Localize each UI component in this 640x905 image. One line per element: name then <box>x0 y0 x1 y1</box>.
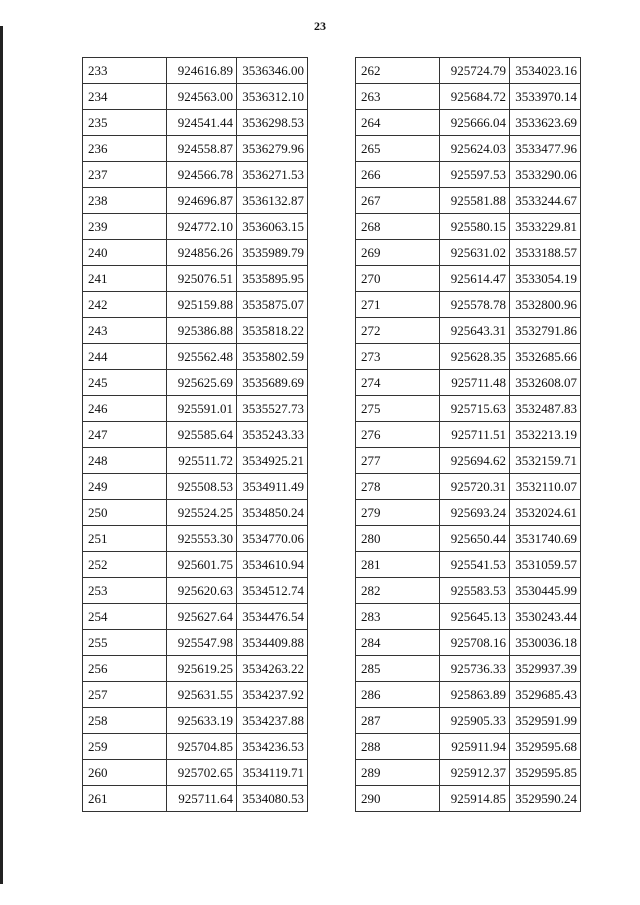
x-coordinate-cell: 925625.69 <box>167 370 237 396</box>
y-coordinate-cell: 3534850.24 <box>237 500 308 526</box>
y-coordinate-cell: 3534409.88 <box>237 630 308 656</box>
point-number-cell: 248 <box>83 448 167 474</box>
table-row <box>356 84 581 110</box>
x-coordinate-cell: 925597.53 <box>440 162 510 188</box>
x-coordinate-cell: 925708.16 <box>440 630 510 656</box>
y-coordinate-cell: 3536298.53 <box>237 110 308 136</box>
point-number-cell: 235 <box>83 110 167 136</box>
x-coordinate-cell: 925912.37 <box>440 760 510 786</box>
y-coordinate-cell: 3529937.39 <box>510 656 581 682</box>
table-row <box>356 578 581 604</box>
point-number-cell: 272 <box>356 318 440 344</box>
x-coordinate-cell: 925076.51 <box>167 266 237 292</box>
table-row <box>83 162 308 188</box>
table-row <box>356 656 581 682</box>
y-coordinate-cell: 3536132.87 <box>237 188 308 214</box>
table-row <box>83 448 308 474</box>
point-number-cell: 281 <box>356 552 440 578</box>
table-row <box>356 526 581 552</box>
table-row <box>356 734 581 760</box>
point-number-cell: 256 <box>83 656 167 682</box>
x-coordinate-cell: 925643.31 <box>440 318 510 344</box>
point-number-cell: 244 <box>83 344 167 370</box>
y-coordinate-cell: 3532608.07 <box>510 370 581 396</box>
x-coordinate-cell: 924563.00 <box>167 84 237 110</box>
y-coordinate-cell: 3533970.14 <box>510 84 581 110</box>
x-coordinate-cell: 925711.64 <box>167 786 237 812</box>
x-coordinate-cell: 924772.10 <box>167 214 237 240</box>
y-coordinate-cell: 3535875.07 <box>237 292 308 318</box>
table-row <box>83 422 308 448</box>
y-coordinate-cell: 3532213.19 <box>510 422 581 448</box>
table-row <box>83 84 308 110</box>
point-number-cell: 258 <box>83 708 167 734</box>
y-coordinate-cell: 3529591.99 <box>510 708 581 734</box>
table-row <box>83 604 308 630</box>
point-number-cell: 263 <box>356 84 440 110</box>
table-row <box>83 526 308 552</box>
y-coordinate-cell: 3532487.83 <box>510 396 581 422</box>
point-number-cell: 273 <box>356 344 440 370</box>
y-coordinate-cell: 3532110.07 <box>510 474 581 500</box>
y-coordinate-cell: 3533054.19 <box>510 266 581 292</box>
y-coordinate-cell: 3534263.22 <box>237 656 308 682</box>
coordinates-table-right <box>355 57 581 812</box>
point-number-cell: 287 <box>356 708 440 734</box>
table-row <box>356 630 581 656</box>
x-coordinate-cell: 925547.98 <box>167 630 237 656</box>
point-number-cell: 285 <box>356 656 440 682</box>
point-number-cell: 278 <box>356 474 440 500</box>
x-coordinate-cell: 925620.63 <box>167 578 237 604</box>
x-coordinate-cell: 925591.01 <box>167 396 237 422</box>
x-coordinate-cell: 925553.30 <box>167 526 237 552</box>
y-coordinate-cell: 3533188.57 <box>510 240 581 266</box>
point-number-cell: 271 <box>356 292 440 318</box>
table-row <box>356 474 581 500</box>
point-number-cell: 240 <box>83 240 167 266</box>
point-number-cell: 267 <box>356 188 440 214</box>
point-number-cell: 264 <box>356 110 440 136</box>
point-number-cell: 276 <box>356 422 440 448</box>
x-coordinate-cell: 925650.44 <box>440 526 510 552</box>
point-number-cell: 282 <box>356 578 440 604</box>
y-coordinate-cell: 3535989.79 <box>237 240 308 266</box>
table-row <box>356 240 581 266</box>
y-coordinate-cell: 3534770.06 <box>237 526 308 552</box>
x-coordinate-cell: 925715.63 <box>440 396 510 422</box>
table-row <box>83 240 308 266</box>
point-number-cell: 252 <box>83 552 167 578</box>
point-number-cell: 251 <box>83 526 167 552</box>
point-number-cell: 269 <box>356 240 440 266</box>
y-coordinate-cell: 3533290.06 <box>510 162 581 188</box>
y-coordinate-cell: 3530445.99 <box>510 578 581 604</box>
table-row <box>356 58 581 84</box>
point-number-cell: 288 <box>356 734 440 760</box>
point-number-cell: 279 <box>356 500 440 526</box>
x-coordinate-cell: 924856.26 <box>167 240 237 266</box>
table-row <box>83 760 308 786</box>
point-number-cell: 236 <box>83 136 167 162</box>
x-coordinate-cell: 924696.87 <box>167 188 237 214</box>
x-coordinate-cell: 925911.94 <box>440 734 510 760</box>
y-coordinate-cell: 3534023.16 <box>510 58 581 84</box>
x-coordinate-cell: 925711.48 <box>440 370 510 396</box>
x-coordinate-cell: 925666.04 <box>440 110 510 136</box>
point-number-cell: 275 <box>356 396 440 422</box>
point-number-cell: 261 <box>83 786 167 812</box>
y-coordinate-cell: 3534512.74 <box>237 578 308 604</box>
point-number-cell: 289 <box>356 760 440 786</box>
table-row <box>83 474 308 500</box>
table-row <box>83 396 308 422</box>
y-coordinate-cell: 3532800.96 <box>510 292 581 318</box>
point-number-cell: 262 <box>356 58 440 84</box>
x-coordinate-cell: 925627.64 <box>167 604 237 630</box>
table-row <box>356 552 581 578</box>
y-coordinate-cell: 3535243.33 <box>237 422 308 448</box>
point-number-cell: 270 <box>356 266 440 292</box>
table-row <box>356 188 581 214</box>
y-coordinate-cell: 3529595.85 <box>510 760 581 786</box>
y-coordinate-cell: 3532024.61 <box>510 500 581 526</box>
table-row <box>83 344 308 370</box>
y-coordinate-cell: 3530243.44 <box>510 604 581 630</box>
x-coordinate-cell: 924558.87 <box>167 136 237 162</box>
point-number-cell: 253 <box>83 578 167 604</box>
point-number-cell: 266 <box>356 162 440 188</box>
x-coordinate-cell: 925645.13 <box>440 604 510 630</box>
y-coordinate-cell: 3534925.21 <box>237 448 308 474</box>
table-row <box>356 500 581 526</box>
table-row <box>83 578 308 604</box>
y-coordinate-cell: 3534911.49 <box>237 474 308 500</box>
x-coordinate-cell: 925562.48 <box>167 344 237 370</box>
y-coordinate-cell: 3531059.57 <box>510 552 581 578</box>
x-coordinate-cell: 925614.47 <box>440 266 510 292</box>
y-coordinate-cell: 3534119.71 <box>237 760 308 786</box>
point-number-cell: 246 <box>83 396 167 422</box>
y-coordinate-cell: 3536279.96 <box>237 136 308 162</box>
table-body <box>356 58 581 812</box>
x-coordinate-cell: 925905.33 <box>440 708 510 734</box>
y-coordinate-cell: 3536063.15 <box>237 214 308 240</box>
table-row <box>356 786 581 812</box>
x-coordinate-cell: 925524.25 <box>167 500 237 526</box>
table-row <box>356 292 581 318</box>
x-coordinate-cell: 925711.51 <box>440 422 510 448</box>
x-coordinate-cell: 925704.85 <box>167 734 237 760</box>
table-row <box>83 110 308 136</box>
point-number-cell: 250 <box>83 500 167 526</box>
point-number-cell: 242 <box>83 292 167 318</box>
table-row <box>83 188 308 214</box>
y-coordinate-cell: 3534237.92 <box>237 682 308 708</box>
point-number-cell: 274 <box>356 370 440 396</box>
y-coordinate-cell: 3535818.22 <box>237 318 308 344</box>
y-coordinate-cell: 3534080.53 <box>237 786 308 812</box>
table-row <box>356 448 581 474</box>
y-coordinate-cell: 3534610.94 <box>237 552 308 578</box>
x-coordinate-cell: 925619.25 <box>167 656 237 682</box>
table-row <box>83 734 308 760</box>
y-coordinate-cell: 3535895.95 <box>237 266 308 292</box>
point-number-cell: 237 <box>83 162 167 188</box>
table-row <box>83 318 308 344</box>
point-number-cell: 245 <box>83 370 167 396</box>
table-row <box>356 136 581 162</box>
y-coordinate-cell: 3533477.96 <box>510 136 581 162</box>
coordinates-table-left <box>82 57 308 812</box>
table-row <box>356 318 581 344</box>
x-coordinate-cell: 925702.65 <box>167 760 237 786</box>
table-row <box>83 656 308 682</box>
y-coordinate-cell: 3533244.67 <box>510 188 581 214</box>
y-coordinate-cell: 3536271.53 <box>237 162 308 188</box>
y-coordinate-cell: 3531740.69 <box>510 526 581 552</box>
x-coordinate-cell: 925631.02 <box>440 240 510 266</box>
table-row <box>83 500 308 526</box>
x-coordinate-cell: 925633.19 <box>167 708 237 734</box>
point-number-cell: 239 <box>83 214 167 240</box>
x-coordinate-cell: 924616.89 <box>167 58 237 84</box>
point-number-cell: 283 <box>356 604 440 630</box>
x-coordinate-cell: 925508.53 <box>167 474 237 500</box>
point-number-cell: 260 <box>83 760 167 786</box>
x-coordinate-cell: 925914.85 <box>440 786 510 812</box>
x-coordinate-cell: 925624.03 <box>440 136 510 162</box>
point-number-cell: 243 <box>83 318 167 344</box>
y-coordinate-cell: 3529685.43 <box>510 682 581 708</box>
table-row <box>83 786 308 812</box>
x-coordinate-cell: 925736.33 <box>440 656 510 682</box>
y-coordinate-cell: 3536346.00 <box>237 58 308 84</box>
table-row <box>83 58 308 84</box>
page-number: 23 <box>314 19 326 33</box>
table-row <box>83 292 308 318</box>
table-row <box>356 214 581 240</box>
table-row <box>356 708 581 734</box>
table-row <box>83 630 308 656</box>
y-coordinate-cell: 3532791.86 <box>510 318 581 344</box>
table-row <box>83 266 308 292</box>
y-coordinate-cell: 3533229.81 <box>510 214 581 240</box>
point-number-cell: 268 <box>356 214 440 240</box>
point-number-cell: 249 <box>83 474 167 500</box>
x-coordinate-cell: 925863.89 <box>440 682 510 708</box>
x-coordinate-cell: 924541.44 <box>167 110 237 136</box>
x-coordinate-cell: 925631.55 <box>167 682 237 708</box>
table-row <box>356 604 581 630</box>
point-number-cell: 234 <box>83 84 167 110</box>
point-number-cell: 286 <box>356 682 440 708</box>
left-margin-rule <box>0 26 3 884</box>
point-number-cell: 259 <box>83 734 167 760</box>
x-coordinate-cell: 925511.72 <box>167 448 237 474</box>
x-coordinate-cell: 925581.88 <box>440 188 510 214</box>
table-row <box>83 370 308 396</box>
x-coordinate-cell: 925159.88 <box>167 292 237 318</box>
table-row <box>356 266 581 292</box>
table-row <box>83 214 308 240</box>
y-coordinate-cell: 3529590.24 <box>510 786 581 812</box>
table-row <box>356 344 581 370</box>
point-number-cell: 254 <box>83 604 167 630</box>
table-row <box>356 682 581 708</box>
x-coordinate-cell: 925541.53 <box>440 552 510 578</box>
table-row <box>356 110 581 136</box>
point-number-cell: 280 <box>356 526 440 552</box>
y-coordinate-cell: 3532685.66 <box>510 344 581 370</box>
point-number-cell: 284 <box>356 630 440 656</box>
table-row <box>83 708 308 734</box>
x-coordinate-cell: 925583.53 <box>440 578 510 604</box>
y-coordinate-cell: 3530036.18 <box>510 630 581 656</box>
y-coordinate-cell: 3532159.71 <box>510 448 581 474</box>
y-coordinate-cell: 3529595.68 <box>510 734 581 760</box>
point-number-cell: 290 <box>356 786 440 812</box>
table-row <box>356 162 581 188</box>
x-coordinate-cell: 925601.75 <box>167 552 237 578</box>
table-row <box>83 552 308 578</box>
x-coordinate-cell: 925386.88 <box>167 318 237 344</box>
y-coordinate-cell: 3534476.54 <box>237 604 308 630</box>
x-coordinate-cell: 924566.78 <box>167 162 237 188</box>
point-number-cell: 247 <box>83 422 167 448</box>
point-number-cell: 238 <box>83 188 167 214</box>
point-number-cell: 257 <box>83 682 167 708</box>
point-number-cell: 255 <box>83 630 167 656</box>
table-row <box>356 396 581 422</box>
table-body <box>83 58 308 812</box>
x-coordinate-cell: 925580.15 <box>440 214 510 240</box>
y-coordinate-cell: 3535689.69 <box>237 370 308 396</box>
y-coordinate-cell: 3534237.88 <box>237 708 308 734</box>
x-coordinate-cell: 925694.62 <box>440 448 510 474</box>
y-coordinate-cell: 3533623.69 <box>510 110 581 136</box>
y-coordinate-cell: 3534236.53 <box>237 734 308 760</box>
table-row <box>356 370 581 396</box>
x-coordinate-cell: 925693.24 <box>440 500 510 526</box>
x-coordinate-cell: 925720.31 <box>440 474 510 500</box>
y-coordinate-cell: 3535802.59 <box>237 344 308 370</box>
point-number-cell: 277 <box>356 448 440 474</box>
table-row <box>356 760 581 786</box>
point-number-cell: 265 <box>356 136 440 162</box>
table-row <box>83 682 308 708</box>
point-number-cell: 233 <box>83 58 167 84</box>
x-coordinate-cell: 925724.79 <box>440 58 510 84</box>
y-coordinate-cell: 3535527.73 <box>237 396 308 422</box>
table-row <box>83 136 308 162</box>
x-coordinate-cell: 925628.35 <box>440 344 510 370</box>
point-number-cell: 241 <box>83 266 167 292</box>
x-coordinate-cell: 925585.64 <box>167 422 237 448</box>
x-coordinate-cell: 925684.72 <box>440 84 510 110</box>
table-row <box>356 422 581 448</box>
y-coordinate-cell: 3536312.10 <box>237 84 308 110</box>
x-coordinate-cell: 925578.78 <box>440 292 510 318</box>
